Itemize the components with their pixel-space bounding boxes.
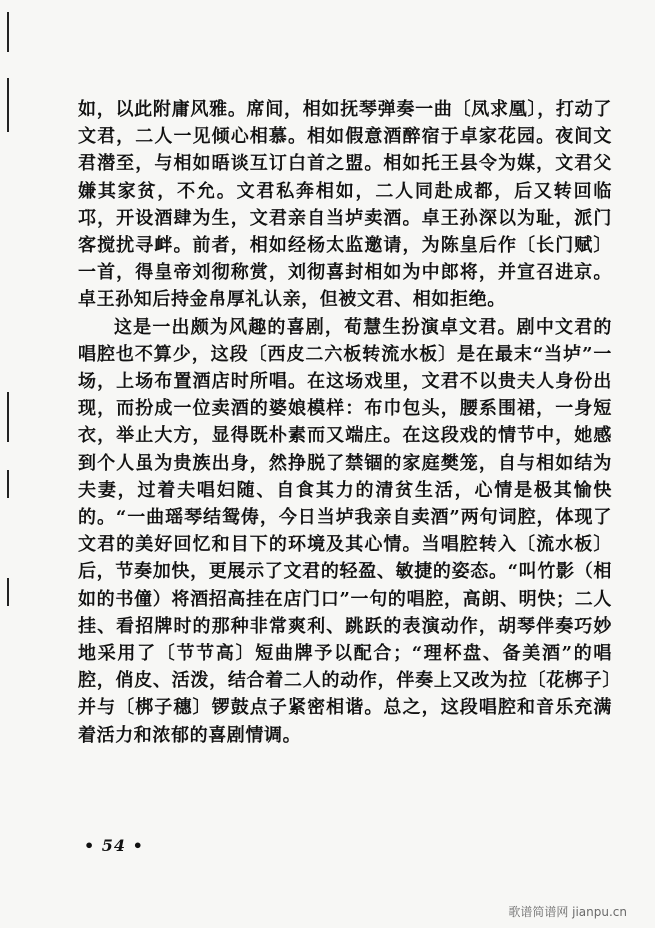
- paragraph-1: 如，以此附庸风雅。席间，相如抚琴弹奏一曲〔凤求凰〕，打动了文君，二人一见倾心相慕。相如假意酒醉宿于卓家花园。夜间文君潜至，与相如晤谈互订白首之盟。相如托王县令为媒，文君父嫌其家贫，不允。文君私奔相如，二人同赴成都，后又转回临邛，开设酒肆为生，文君亲自当垆卖酒。卓王孙深以为耻，派门客搅扰寻衅。前者，相如经杨太监邀请，为陈皇后作〔长门赋〕一首，得皇帝刘彻称赏，刘彻喜封相如为中郎将，并宣召进京。卓王孙知后持金帛厚礼认亲，但被文君、相如拒绝。: [78, 99, 612, 311]
- margin-mark: [7, 578, 9, 606]
- margin-mark: [7, 78, 9, 132]
- margin-mark: [7, 12, 9, 52]
- watermark: 歌谱简谱网 jianpu.cn: [508, 905, 627, 919]
- margin-mark: [7, 392, 9, 442]
- paragraph-2: 这是一出颇为风趣的喜剧，荀慧生扮演卓文君。剧中文君的唱腔也不算少，这段〔西皮二六板转流水板〕是在最末“当垆”一场，上场布置酒店时所唱。在这场戏里，文君不以贵夫人身份出现，而扮成一位卖酒的婆娘模样：布巾包头，腰系围裙，一身短衣，举止大方，显得既朴素而又端庄。在这段戏的情节中，她感到个人虽为贵族出身，然挣脱了禁锢的家庭樊笼，自与相如结为夫妻，过着夫唱妇随、自食其力的清贫生活，心情是极其愉快的。“一曲瑶琴结鸳俦，今日当垆我亲自卖酒”两句词腔，体现了文君的美好回忆和目下的环境及其心情。当唱腔转入〔流水板〕后，节奏加快，更展示了文君的轻盈、敏捷的姿态。“叫竹影（相如的书僮）将酒招高挂在店门口”一句的唱腔，高朗、明快；二人挂、看招牌时的那种非常爽利、跳跃的表演动作，胡琴伴奏巧妙地采用了〔节节高〕短曲牌予以配合；“理杯盘、备美酒”的唱腔，俏皮、活泼，结合着二人的动作，伴奏上又改为拉〔花梆子〕并与〔梆子穗〕锣鼓点子紧密相谐。总之，这段唱腔和音乐充满着活力和浓郁的喜剧情调。: [78, 316, 612, 746]
- page-number: • 54 •: [84, 836, 144, 855]
- body-text: [78, 96, 612, 749]
- margin-mark: [7, 470, 9, 498]
